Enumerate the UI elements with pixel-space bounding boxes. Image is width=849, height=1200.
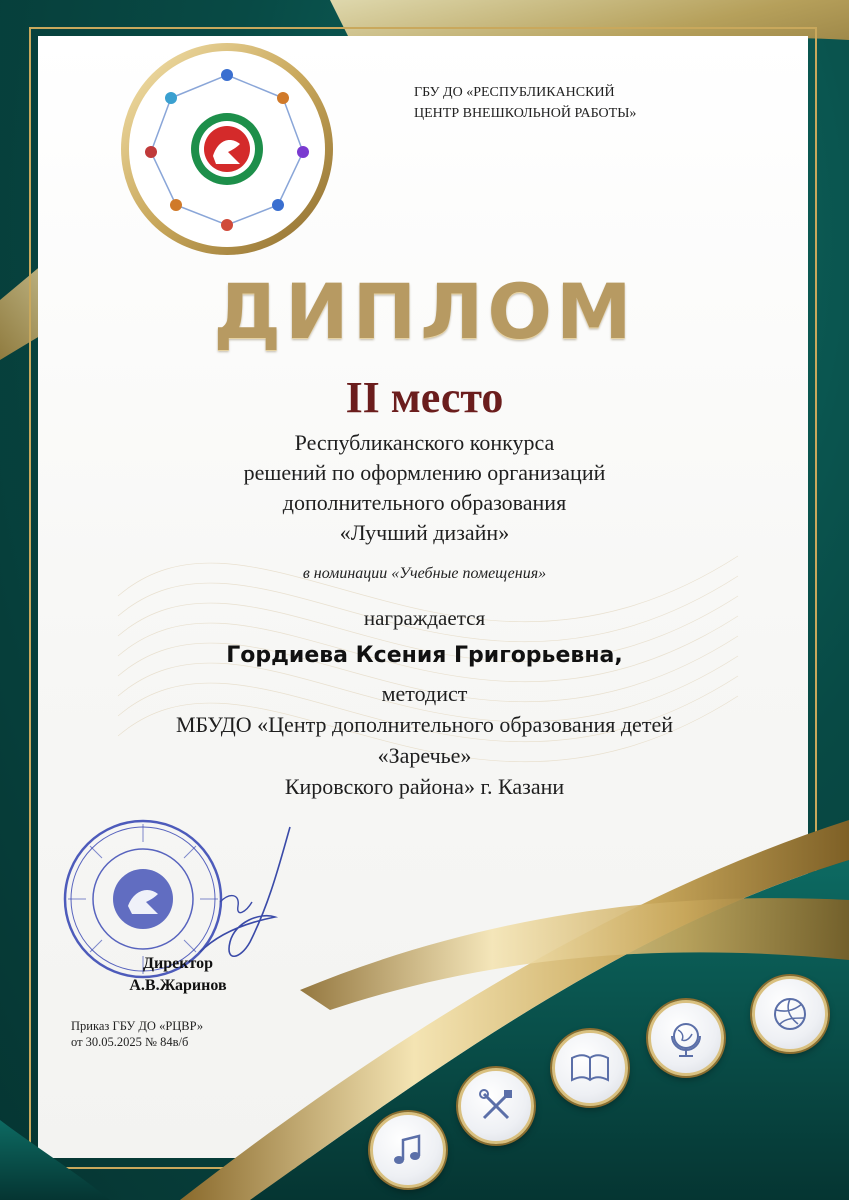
recipient-details: [0, 678, 849, 802]
order-line-1: Приказ ГБУ ДО «РЦВР»: [71, 1019, 204, 1033]
place-heading: II место: [345, 373, 504, 422]
book-badge: [552, 1030, 628, 1106]
volleyball-badge: [752, 976, 828, 1052]
organization-line-1: ГБУ ДО «РЕСПУБЛИКАНСКИЙ: [414, 85, 615, 100]
nomination-text: в номинации «Учебные помещения»: [302, 565, 547, 582]
director-name: А.В.Жаринов: [129, 977, 227, 994]
contest-description: [0, 428, 849, 548]
detail-line: «Заречье»: [377, 743, 472, 768]
director-block: [98, 953, 258, 997]
tools-icon: [474, 1084, 518, 1128]
director-signature: [180, 822, 320, 972]
organization-line-2: ЦЕНТР ВНЕШКОЛЬНОЙ РАБОТЫ»: [414, 106, 637, 121]
order-reference: [71, 1018, 291, 1050]
organization-name: [414, 82, 714, 124]
volleyball-icon: [768, 992, 812, 1036]
book-icon: [568, 1046, 612, 1090]
contest-line: «Лучший дизайн»: [339, 520, 510, 545]
detail-line: методист: [381, 681, 468, 706]
globe-icon: [664, 1016, 708, 1060]
detail-line: МБУДО «Центр дополнительного образования детей: [176, 712, 673, 737]
director-role: Директор: [143, 955, 213, 972]
tools-badge: [458, 1068, 534, 1144]
contest-line: Республиканского конкурса: [294, 430, 555, 455]
contest-line: решений по оформлению организаций: [243, 460, 606, 485]
globe-badge: [648, 1000, 724, 1076]
organization-emblem: [118, 40, 336, 258]
order-line-2: от 30.05.2025 № 84в/б: [71, 1035, 189, 1049]
detail-line: Кировского района» г. Казани: [284, 774, 565, 799]
music-badge: [370, 1112, 446, 1188]
recipient-name: Гордиева Ксения Григорьевна,: [226, 643, 623, 668]
awarded-text: награждается: [363, 606, 486, 630]
music-note-icon: [386, 1128, 430, 1172]
contest-line: дополнительного образования: [282, 490, 567, 515]
diploma-title: ДИПЛОМ: [213, 267, 636, 356]
